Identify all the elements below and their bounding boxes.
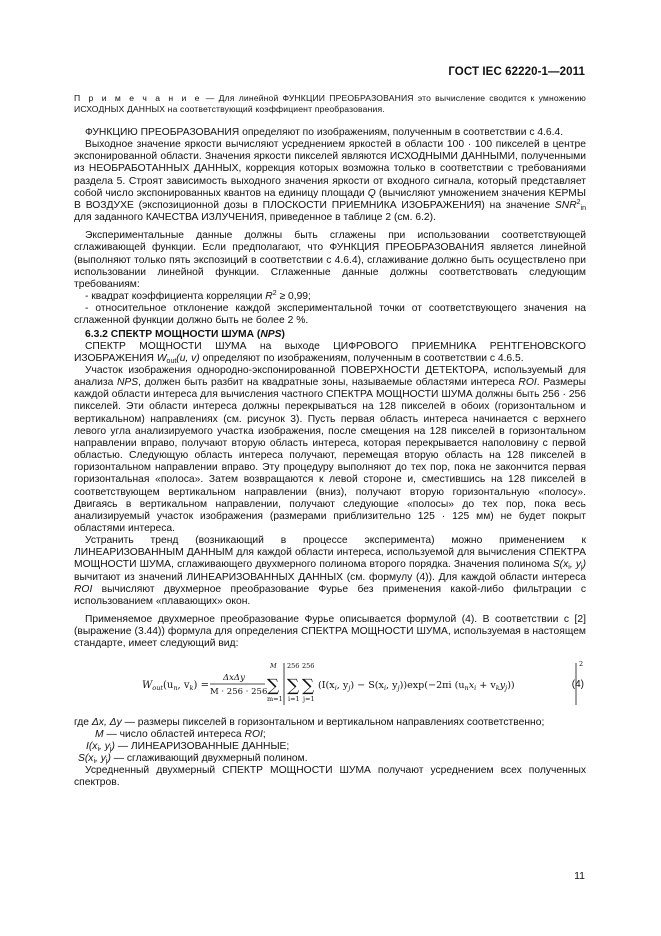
- formula-body: ($I(x_i$, $y_j) - S(x_i$, $y_j))\exp(-2\pi i$ $(u_nx_i + v_ky_j)$): [318, 679, 515, 692]
- sum-lower-i: i=1: [288, 694, 300, 703]
- sum-symbol-i: ∑: [287, 675, 300, 696]
- formula-legend: [74, 717, 586, 766]
- sum-upper-m: M: [270, 661, 277, 670]
- paragraph-smoothing: Экспериментальные данные должны быть сглажены при использовании соответствующей сглаживающей функции. Если предполагают, что ФУНКЦИЯ ПРЕОБРАЗОВАНИЯ является линейной (выполняют только пять экспозиций в соответствии с 4.6.4), сглаживание должно быть осуществлено при использовании линейной функции. Сглаженные данные должны соответствовать следующим требованиям:: [74, 230, 586, 290]
- formula-denominator: M · 256 · 256: [210, 686, 268, 697]
- sum-lower-j: j=1: [303, 694, 315, 703]
- formula-4: [74, 657, 586, 713]
- paragraph-transfer-function: ФУНКЦИЮ ПРЕОБРАЗОВАНИЯ определяют по изображениям, полученным в соответствии с 4.6.4.: [85, 127, 564, 138]
- formula-power: 2: [579, 659, 584, 668]
- paragraph-trend: Устранить тренд (возникающий в процессе эксперимента) можно применением к ЛИНЕАРИЗОВАННЫМ ДАННЫМ для каждой области интереса, используемой для вычисления СПЕКТРА МОЩНОСТИ ШУМА, сглаживающего двухмерного полинома второго порядка. Значения полинома $S(x_i$, $y_j$) вычитают из значений ЛИНЕАРИЗОВАННЫХ ДАННЫХ (см. формулу (4)). Для каждой области интереса ROI вычисляют двухмерное преобразование Фурье без применения какой-либо фильтрации с использованием «плавающих» окон.: [74, 535, 586, 607]
- sum-upper-j: 256: [302, 661, 315, 670]
- section-heading-nps: 6.3.2 СПЕКТР МОЩНОСТИ ШУМА (NPS): [85, 328, 285, 340]
- page-number: 11: [574, 870, 585, 882]
- formula-lhs: $W_{out}(u_n$, $v_k$) =: [142, 679, 209, 692]
- sum-lower-m: m=1: [267, 694, 283, 703]
- standard-header: ГОСТ IEC 62220-1—2011: [448, 66, 585, 78]
- formula-numerator: ΔxΔy: [223, 672, 245, 683]
- legend-line-polynomial: $S(x_i$, $y_j$) — сглаживающий двухмерный полином.: [78, 753, 308, 766]
- note-label: П р и м е ч а н и е: [74, 93, 202, 103]
- formula-number: (4): [571, 678, 584, 690]
- paragraph-roi: Участок изображения однородно-экспонированной ПОВЕРХНОСТИ ДЕТЕКТОРА, используемый для анализа NPS, должен быть разбит на квадратные зоны, называемые областями интереса ROI. Размеры каждой области интереса для вычисления частного СПЕКТРА МОЩНОСТИ ШУМА должны быть 256 · 256 пикселей. Эти области интереса должны перекрываться на 128 пикселей в обоих (горизонтальном и вертикальном) направлениях (см. рисунок 3). Пусть первая область интереса начинается с верхнего левого угла анализируемого участка изображения, после смещения на 128 пикселей в горизонтальном направлении вправо, получают вторую область интереса, которая перекрывается наполовину с первой областью. Следующую область интереса получают, перемещая вторую область на 128 пикселей в горизонтальном направлении вправо. Эту процедуру выполняют до тех пор, пока не закончится первая горизонтальная «полоса». Затем возвращаются к левой стороне и, сместившись на 128 пикселей в соответствующем вертикальном направлении (вниз), получают вторую горизонтальную «полосу». Двигаясь в вертикальном направлении, получают следующие «полосы» до тех пор, пока весь анализируемый участок изображения (размерами приблизительно 125 · 125 мм) не будет покрыт областями интереса.: [74, 364, 587, 534]
- paragraph-output-brightness: Выходное значение яркости вычисляют усреднением яркостей в области 100 · 100 пикселей в центре экспонированной области. Значения яркости пикселей являются ИСХОДНЫМИ ДАННЫМИ, полученными из НЕОБРАБОТАННЫХ ДАННЫХ, коррекция которых возможна только в соответствии с требованиями раздела 5. Строят зависимость выходного значения яркости от входного сигнала, который представляет собой число экспонированных квантов на единицу площади Q (вычисляют умножением значения КЕРМЫ В ВОЗДУХЕ (экспозиционной дозы в ПЛОСКОСТИ ПРИЕМНИКА ИЗОБРАЖЕНИЯ) на значение $SNR^2_{in}$ для заданного КАЧЕСТВА ИЗЛУЧЕНИЯ, приведенное в таблице 2 (см. 6.2).: [74, 139, 586, 224]
- paragraph-average-nps: Усредненный двухмерный СПЕКТР МОЩНОСТИ ШУМА получают усреднением всех полученных спектров.: [74, 765, 586, 789]
- sum-symbol-j: ∑: [302, 675, 315, 696]
- sum-upper-i: 256: [287, 661, 300, 670]
- paragraph-fourier: Применяемое двухмерное преобразование Фурье описывается формулой (4). В соответствии с [2] (выражение (3.44)) формула для определения СПЕКТРА МОЩНОСТИ ШУМА, используемая в настоящем стандарте, имеет следующий вид:: [74, 614, 586, 650]
- legend-line-roi-count: M — число областей интереса ROI;: [95, 728, 266, 740]
- note-paragraph: [74, 93, 586, 115]
- formula-graphic: [74, 657, 586, 713]
- paragraph-nps-definition: СПЕКТР МОЩНОСТИ ШУМА на выходе ЦИФРОВОГО ПРИЕМНИКА РЕНТГЕНОВСКОГО ИЗОБРАЖЕНИЯ $W_{out}(u$, v) определяют по изображениям, полученным в соответствии с 4.6.5.: [74, 340, 586, 365]
- legend-line-linearized: $I(x_i$, $y_j$) — ЛИНЕАРИЗОВАННЫЕ ДАННЫЕ;: [86, 740, 290, 753]
- list-item-correlation: - квадрат коэффициента корреляции $R^2 \ge 0,99$;: [85, 290, 311, 303]
- sum-symbol-m: ∑: [267, 675, 280, 696]
- note-text: — Для линейной ФУНКЦИИ ПРЕОБРАЗОВАНИЯ это вычисление сводится к умножению ИСХОДНЫХ ДАННЫХ на соответствующий коэффициент преобразования.: [74, 93, 586, 114]
- page-body: [74, 93, 586, 790]
- list-item-deviation: - относительное отклонение каждой экспериментальной точки от соответствующего значения на сглаженной функции должно быть не более 2 %.: [74, 303, 586, 327]
- legend-line-pixel-size: где Δx, Δy — размеры пикселей в горизонтальном и вертикальном направлениях соответственно;: [74, 716, 545, 728]
